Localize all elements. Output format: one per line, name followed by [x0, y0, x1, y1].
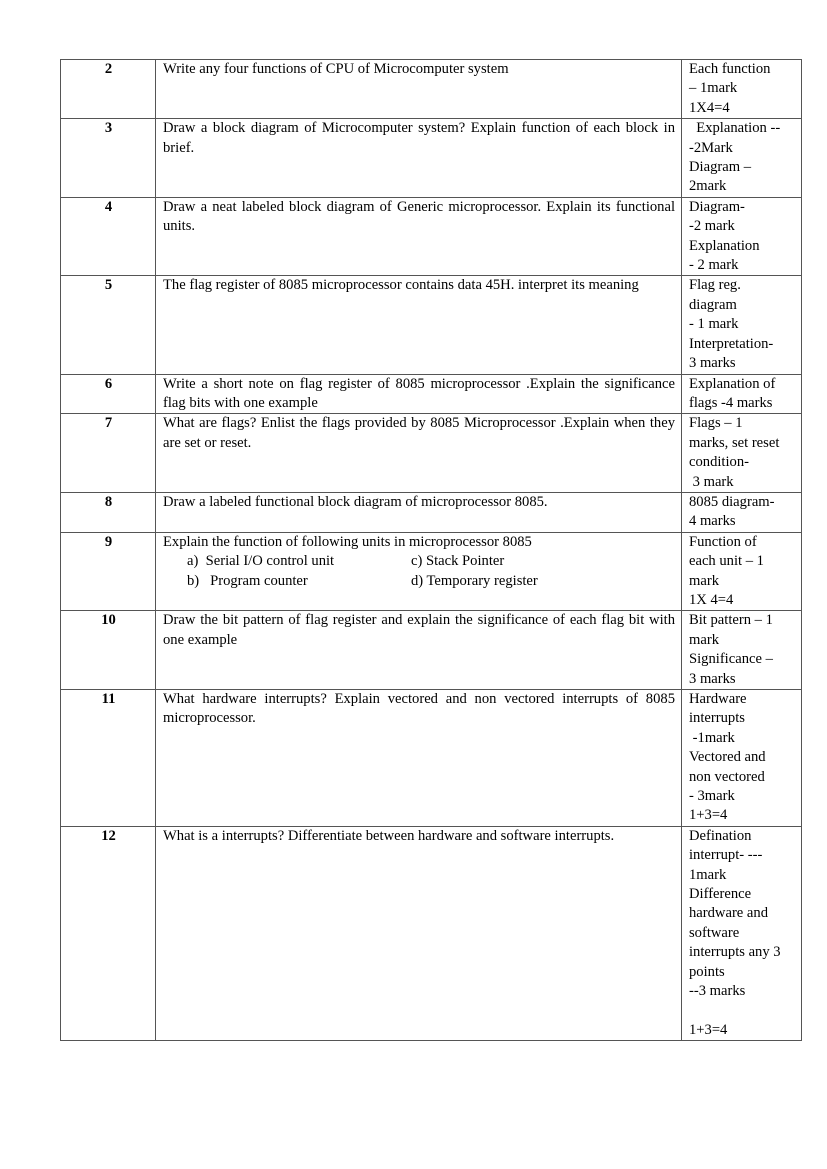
question-number: 2	[61, 60, 156, 119]
marks-cell	[682, 276, 802, 374]
sub-item: b) Program counter	[187, 572, 308, 589]
marks-line: -2 mark	[689, 218, 735, 235]
question-row	[61, 492, 802, 532]
question-text: Draw a labeled functional block diagram of microprocessor 8085.	[163, 493, 548, 510]
question-text: What is a interrupts? Differentiate between hardware and software interrupts.	[163, 827, 615, 844]
question-number: 10	[61, 611, 156, 690]
question-row	[61, 60, 802, 119]
question-cell	[156, 197, 682, 276]
question-number: 3	[61, 119, 156, 198]
marks-line: 1+3=4	[689, 1021, 728, 1038]
marks-line: Explanation	[689, 237, 760, 254]
sub-item-row	[163, 552, 675, 571]
question-table	[60, 59, 802, 1041]
marks-line: - 1 mark	[689, 316, 739, 333]
sub-item: a) Serial I/O control unit	[187, 553, 335, 570]
marks-line: Bit pattern – 1	[689, 612, 773, 629]
marks-line: 3 marks	[689, 670, 736, 687]
marks-line: - 2 mark	[689, 257, 739, 274]
marks-line: interrupts any 3	[689, 944, 781, 961]
sub-item-list	[163, 552, 675, 591]
marks-line: 8085 diagram-	[689, 493, 775, 510]
sub-item: c) Stack Pointer	[411, 553, 505, 570]
question-text: The flag register of 8085 microprocessor contains data 45H. interpret its meaning	[163, 277, 639, 294]
question-cell	[156, 532, 682, 611]
marks-line: Explanation of	[689, 375, 776, 392]
marks-cell	[682, 690, 802, 827]
marks-cell	[682, 60, 802, 119]
marks-line: Difference	[689, 886, 752, 903]
question-cell	[156, 690, 682, 827]
marks-line: mark	[689, 572, 719, 589]
marks-line: condition-	[689, 454, 749, 471]
marks-line: 3 marks	[689, 355, 736, 372]
marks-line: hardware and	[689, 905, 769, 922]
question-cell	[156, 414, 682, 493]
marks-line: non vectored	[689, 768, 765, 785]
marks-line: – 1mark	[689, 80, 738, 97]
question-row	[61, 826, 802, 1040]
question-row	[61, 119, 802, 198]
marks-line: marks, set reset	[689, 434, 780, 451]
marks-line: interrupt- ---	[689, 847, 763, 864]
marks-line: 4 marks	[689, 513, 736, 530]
marks-line: 1X 4=4	[689, 591, 734, 608]
question-number: 7	[61, 414, 156, 493]
marks-cell	[682, 119, 802, 198]
marks-line: - 3mark	[689, 788, 735, 805]
question-number: 8	[61, 492, 156, 532]
marks-line: Function of	[689, 533, 757, 550]
marks-line: Diagram –	[689, 159, 752, 176]
question-number: 6	[61, 374, 156, 414]
marks-line: --3 marks	[689, 983, 746, 1000]
question-number: 11	[61, 690, 156, 827]
marks-line: 1mark	[689, 866, 727, 883]
marks-cell	[682, 532, 802, 611]
marks-line: flags -4 marks	[689, 394, 773, 411]
question-cell	[156, 611, 682, 690]
marks-cell	[682, 826, 802, 1040]
marks-line	[689, 1002, 795, 1021]
marks-line: each unit – 1	[689, 553, 764, 570]
marks-line: Flags – 1	[689, 415, 743, 432]
question-row	[61, 611, 802, 690]
marks-cell	[682, 611, 802, 690]
sub-item-row	[163, 572, 675, 591]
marks-line: Vectored and	[689, 749, 766, 766]
marks-line: Explanation --	[689, 120, 781, 137]
question-cell	[156, 826, 682, 1040]
marks-cell	[682, 197, 802, 276]
marks-line: software	[689, 924, 740, 941]
marks-line: 1+3=4	[689, 807, 728, 824]
marks-line: 1X4=4	[689, 99, 730, 116]
question-cell	[156, 492, 682, 532]
marks-line: interrupts	[689, 710, 745, 727]
question-table-body	[61, 60, 802, 1041]
question-text: Explain the function of following units in microprocessor 8085	[163, 533, 532, 550]
question-number: 4	[61, 197, 156, 276]
marks-line: -2Mark	[689, 139, 733, 156]
question-text: Draw a neat labeled block diagram of Generic microprocessor. Explain its functional units.	[163, 198, 675, 235]
sub-item: d) Temporary register	[411, 572, 538, 589]
question-row	[61, 690, 802, 827]
question-text: Write a short note on flag register of 8085 microprocessor .Explain the significance flag bits with one example	[163, 375, 675, 411]
question-text: What hardware interrupts? Explain vectored and non vectored interrupts of 8085 microprocessor.	[163, 691, 675, 727]
question-number: 5	[61, 276, 156, 374]
question-number: 12	[61, 826, 156, 1040]
question-row	[61, 414, 802, 493]
question-cell	[156, 119, 682, 198]
marks-cell	[682, 374, 802, 414]
marks-line: Hardware	[689, 691, 747, 707]
marks-line: Flag reg.	[689, 277, 741, 294]
question-row	[61, 197, 802, 276]
marks-line: 2mark	[689, 178, 727, 195]
question-text: Draw a block diagram of Microcomputer system? Explain function of each block in brief.	[163, 120, 675, 156]
marks-line: diagram	[689, 296, 737, 313]
question-row	[61, 276, 802, 374]
marks-line: Diagram-	[689, 198, 745, 215]
question-text: Draw the bit pattern of flag register and explain the significance of each flag bit with one example	[163, 612, 675, 648]
marks-line: Defination	[689, 827, 752, 844]
marks-cell	[682, 492, 802, 532]
marks-line: 3 mark	[689, 473, 734, 490]
question-text: What are flags? Enlist the flags provided by 8085 Microprocessor .Explain when they are set or reset.	[163, 415, 675, 451]
question-number: 9	[61, 532, 156, 611]
marks-cell	[682, 414, 802, 493]
question-row	[61, 374, 802, 414]
marks-line: Significance –	[689, 651, 773, 668]
marks-line: Interpretation-	[689, 335, 774, 352]
marks-line: Each function	[689, 61, 771, 77]
question-row	[61, 532, 802, 611]
marks-line: points	[689, 963, 725, 980]
question-text: Write any four functions of CPU of Microcomputer system	[163, 61, 509, 77]
question-cell	[156, 374, 682, 414]
marks-line: mark	[689, 631, 719, 648]
marks-line: -1mark	[689, 729, 735, 746]
question-cell	[156, 276, 682, 374]
question-cell	[156, 60, 682, 119]
